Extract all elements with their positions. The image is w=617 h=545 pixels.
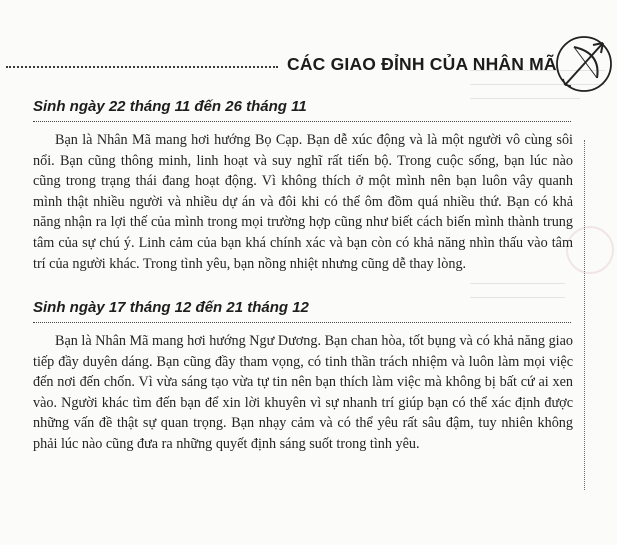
header-dotted-line [6,66,278,68]
section-title: Sinh ngày 22 tháng 11 đến 26 tháng 11 [33,98,307,115]
section-divider [33,121,571,122]
bleed-through-emblem [566,226,614,274]
section-body: Bạn là Nhân Mã mang hơi hướng Ngư Dương. Bạn chan hòa, tốt bụng và có khả năng giao tiếp đầy duyên dáng. Bạn cũng đầy tham vọng, có tinh thần trách nhiệm và luôn làm mọi việc đến nơi đến chốn. Vì vừa sáng tạo vừa tự tin nên bạn thích làm việc mà không bị bất cứ ai xen vào. Người khác tìm đến bạn để xin lời khuyên vì sự nhanh trí giúp bạn có thể xác định được những vấn đề thật sự quan trọng. Bạn nhạy cảm và có thể yêu rất sâu đậm, tuy nhiên không phải lúc nào cũng đưa ra những quyết định sáng suốt trong tình yêu. [33,333,573,452]
bleed-through-line [470,98,580,99]
bleed-through-line [470,283,565,284]
page-margin-rule [584,140,585,490]
sagittarius-bow-arrow-icon [555,35,613,93]
section-body: Bạn là Nhân Mã mang hơi hướng Bọ Cạp. Bạn dễ xúc động và là một người vô cùng sôi nổi. Bạn cũng thông minh, linh hoạt và suy nghĩ rất tiến bộ. Trong cuộc sống, bạn lúc nào cũng trong trạng thái đang hoạt động. Vì không thích ở một mình nên bạn luôn vây quanh mình thật nhiều người và nhiều dự án và đôi khi có thể ôm đồm quá nhiều thứ. Bạn có khả năng nhận ra lợi thế của mình trong mọi trường hợp cũng như biết cách biến mình thành trung tâm của sự chú ý. Linh cảm của bạn khá chính xác và bạn còn có khả năng nhìn thấu vào tâm trí của người khác. Trong tình yêu, bạn nồng nhiệt nhưng cũng dễ thay lòng. [33,132,573,272]
chapter-title: CÁC GIAO ĐỈNH CỦA NHÂN MÃ [287,54,557,74]
bleed-through-line [470,297,565,298]
section-divider [33,322,571,323]
section-title: Sinh ngày 17 tháng 12 đến 21 tháng 12 [33,299,309,316]
